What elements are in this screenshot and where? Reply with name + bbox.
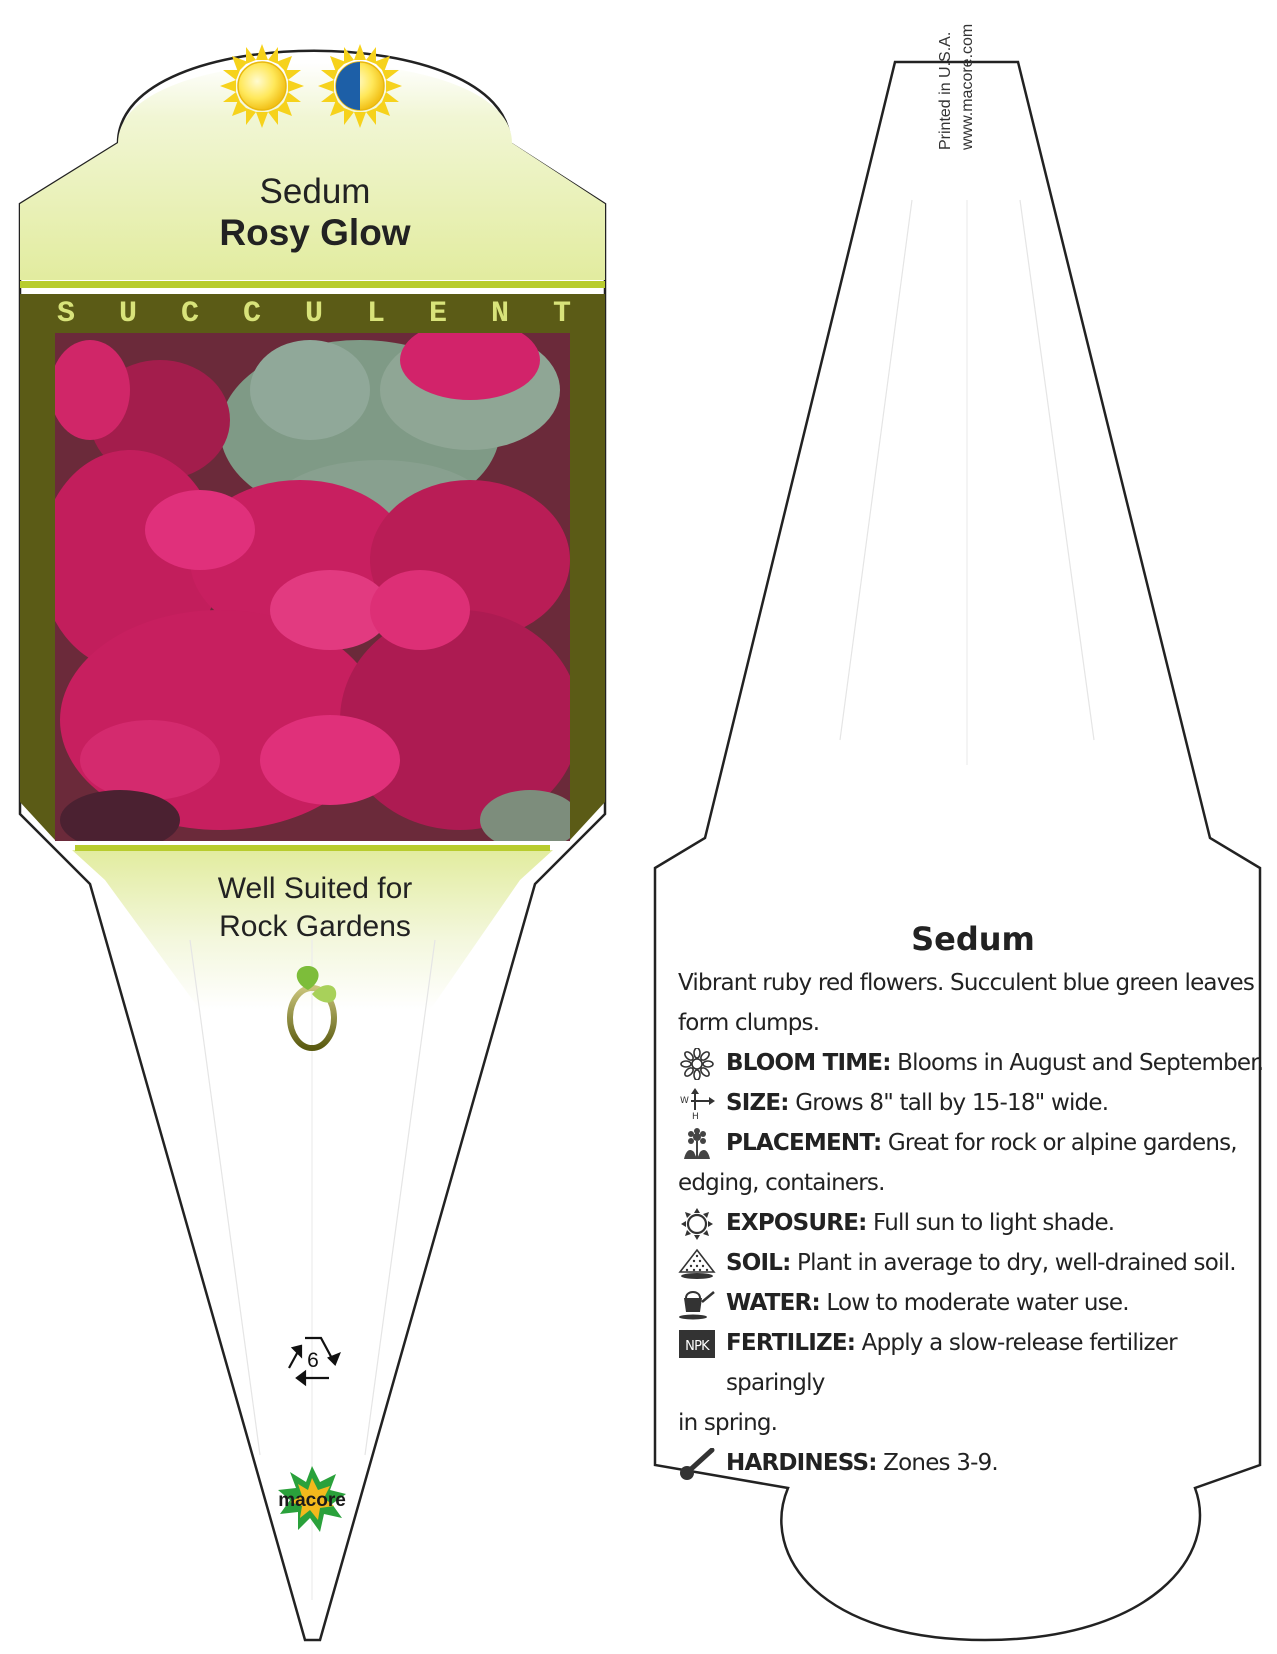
bloom-time-label: BLOOM TIME: — [726, 1050, 891, 1076]
category-letter: E — [428, 297, 447, 331]
fertilize-label: FERTILIZE: — [726, 1330, 856, 1356]
brand-name: macore — [278, 1490, 346, 1511]
npk-text: NPK — [685, 1339, 709, 1354]
plant-photo — [40, 320, 580, 850]
feature-line: Rock Gardens — [219, 910, 411, 943]
category-letter: C — [180, 297, 199, 331]
fertilize-text: Apply a slow-release fertilizer sparingly — [726, 1330, 1177, 1396]
cultivar-name: Rosy Glow — [219, 212, 411, 253]
category-letter: L — [366, 297, 385, 331]
npk-icon — [678, 1328, 716, 1360]
species-name: Sedum — [259, 172, 371, 211]
size-row — [678, 1083, 1268, 1123]
thermometer-icon — [678, 1448, 716, 1480]
category-letter: U — [304, 297, 323, 331]
printed-note — [935, 24, 979, 150]
water-text: Low to moderate water use. — [819, 1290, 1129, 1316]
svg-text:H: H — [692, 1112, 698, 1120]
category-letter: C — [242, 297, 261, 331]
soil-text: Plant in average to dry, well-drained soil. — [790, 1250, 1236, 1276]
soil-label: SOIL: — [726, 1250, 791, 1276]
size-icon — [678, 1088, 716, 1120]
hardiness-row — [678, 1443, 1268, 1483]
size-label: SIZE: — [726, 1090, 789, 1116]
fertilize-text-continued: in spring. — [678, 1410, 778, 1436]
website: www.macore.com — [959, 23, 976, 150]
exposure-row — [678, 1203, 1268, 1243]
placement-row — [678, 1123, 1268, 1203]
placement-icon — [678, 1128, 716, 1160]
feature-line: Well Suited for — [217, 872, 413, 905]
placement-text-continued: edging, containers. — [678, 1170, 885, 1196]
recycle-code: 6 — [307, 1349, 319, 1372]
fertilize-row — [678, 1323, 1268, 1443]
sun-icon — [678, 1208, 716, 1240]
placement-label: PLACEMENT: — [726, 1130, 882, 1156]
care-info — [678, 917, 1268, 1483]
category-letter: U — [118, 297, 137, 331]
feature-text — [20, 870, 610, 946]
hardiness-text: Zones 3-9. — [876, 1450, 998, 1476]
watering-can-icon — [678, 1288, 716, 1320]
bloom-time-row — [678, 1043, 1268, 1083]
exposure-text: Full sun to light shade. — [866, 1210, 1115, 1236]
soil-icon — [678, 1248, 716, 1280]
placement-text: Great for rock or alpine gardens, — [881, 1130, 1237, 1156]
svg-text:W: W — [680, 1096, 689, 1106]
soil-row — [678, 1243, 1268, 1283]
exposure-label: EXPOSURE: — [726, 1210, 867, 1236]
category-letter: T — [552, 297, 571, 331]
water-row — [678, 1283, 1268, 1323]
flower-icon — [678, 1048, 716, 1080]
part-sun-icon — [318, 44, 402, 128]
printed-line: Printed in U.S.A. — [937, 31, 954, 150]
full-sun-icon — [220, 44, 304, 128]
category-banner — [54, 297, 574, 337]
category-letter: N — [490, 297, 509, 331]
hardiness-label: HARDINESS: — [726, 1450, 877, 1476]
back-title: Sedum — [911, 920, 1035, 958]
size-text: Grows 8" tall by 15-18" wide. — [788, 1090, 1109, 1116]
water-label: WATER: — [726, 1290, 820, 1316]
category-letter: S — [56, 297, 75, 331]
bloom-time-text: Blooms in August and September. — [890, 1050, 1264, 1076]
description: Vibrant ruby red flowers. Succulent blue green leaves form clumps. — [678, 970, 1255, 1036]
